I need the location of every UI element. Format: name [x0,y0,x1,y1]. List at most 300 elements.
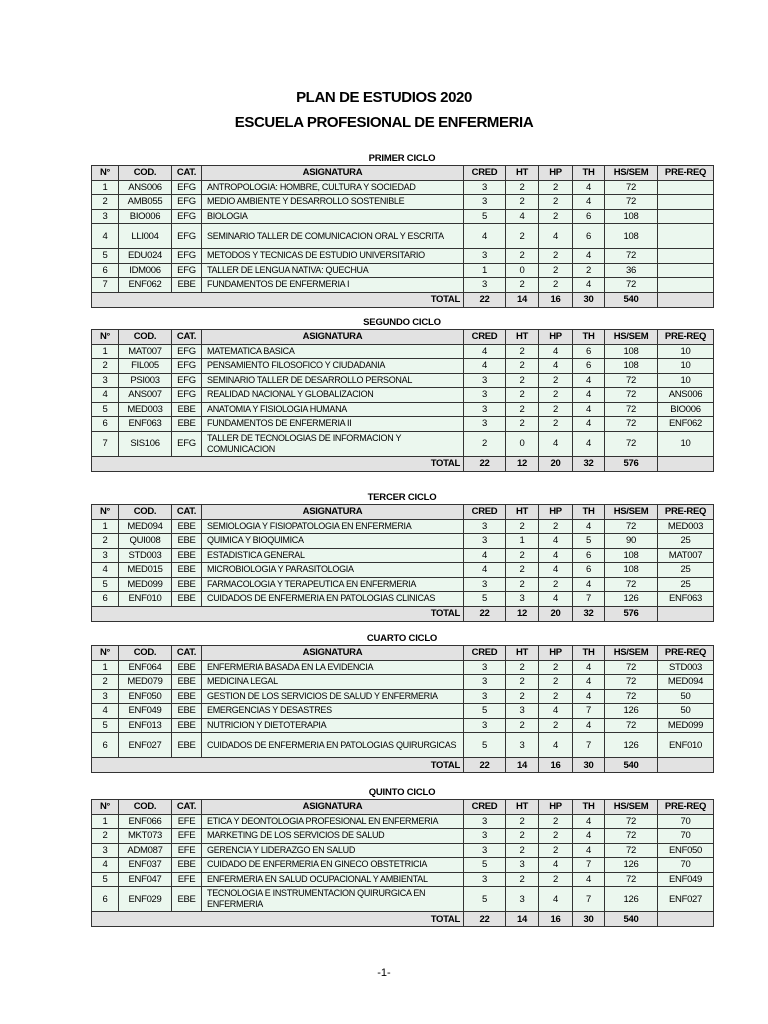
cell-ht: 1 [506,534,539,549]
column-header-hs-sem: HS/SEM [605,646,658,661]
cell-ht: 2 [506,519,539,534]
cell-credits: 4 [464,224,506,249]
cell-hp: 2 [539,278,573,293]
cell-code: ENF063 [119,417,172,432]
cell-hp: 4 [539,344,573,359]
cell-code: ENF027 [119,733,172,758]
cell-hp: 2 [539,814,573,829]
cell-prereq: 25 [658,534,714,549]
column-header-credits: CRED [464,505,506,520]
cell-th: 4 [573,718,605,733]
cell-credits: 3 [464,718,506,733]
table-header-row [92,330,714,345]
cell-prereq: MED003 [658,519,714,534]
cell-credits: 3 [464,577,506,592]
cell-prereq: 25 [658,577,714,592]
cell-subject: FUNDAMENTOS DE ENFERMERIA II [202,417,464,432]
table-row [92,733,714,758]
cell-hs-sem: 108 [605,359,658,374]
cell-subject: ETICA Y DEONTOLOGIA PROFESIONAL EN ENFERMERIA [202,814,464,829]
cell-hp: 2 [539,263,573,278]
cell-code: ENF010 [119,592,172,607]
cell-credits: 3 [464,843,506,858]
column-header-hp: HP [539,800,573,815]
cell-credits: 5 [464,592,506,607]
cell-credits: 2 [464,431,506,456]
cell-hp: 2 [539,388,573,403]
cell-hp: 4 [539,534,573,549]
cell-subject: GESTION DE LOS SERVICIOS DE SALUD Y ENFERMERIA [202,689,464,704]
cell-ht: 2 [506,548,539,563]
cell-credits: 3 [464,814,506,829]
column-header-num: N° [92,646,119,661]
cell-th: 7 [573,733,605,758]
cell-prereq: 70 [658,829,714,844]
table-row [92,887,714,912]
cell-num: 4 [92,704,119,719]
cell-hp: 4 [539,733,573,758]
cell-prereq: 10 [658,359,714,374]
cell-th: 5 [573,534,605,549]
cycle-section [91,786,713,927]
table-row [92,431,714,456]
cell-ht: 2 [506,224,539,249]
cell-th: 4 [573,577,605,592]
cell-code: SIS106 [119,431,172,456]
cell-hp: 2 [539,519,573,534]
table-row [92,195,714,210]
cell-num: 5 [92,872,119,887]
table-row [92,872,714,887]
total-credits: 22 [464,758,506,773]
cell-credits: 3 [464,402,506,417]
column-header-th: TH [573,800,605,815]
table-row [92,592,714,607]
cell-num: 6 [92,417,119,432]
cell-hs-sem: 72 [605,180,658,195]
cell-hs-sem: 72 [605,249,658,264]
column-header-prereq: PRE-REQ [658,800,714,815]
column-header-hs-sem: HS/SEM [605,800,658,815]
cell-hp: 2 [539,829,573,844]
cell-hs-sem: 72 [605,373,658,388]
cell-hs-sem: 72 [605,388,658,403]
column-header-prereq: PRE-REQ [658,646,714,661]
column-header-ht: HT [506,800,539,815]
column-header-ht: HT [506,166,539,181]
cell-code: QUI008 [119,534,172,549]
cell-subject: CUIDADOS DE ENFERMERIA EN PATOLOGIAS QUIRURGICAS [202,733,464,758]
cell-category: EBE [172,689,202,704]
cell-prereq: MAT007 [658,548,714,563]
cell-subject: TALLER DE LENGUA NATIVA: QUECHUA [202,263,464,278]
total-credits: 22 [464,292,506,307]
cell-category: EBE [172,402,202,417]
column-header-category: CAT. [172,505,202,520]
courses-table [91,645,714,773]
cell-hp: 2 [539,195,573,210]
cell-category: EBE [172,534,202,549]
column-header-prereq: PRE-REQ [658,166,714,181]
cell-code: ENF049 [119,704,172,719]
cell-num: 5 [92,577,119,592]
cell-hp: 2 [539,180,573,195]
total-row [92,606,714,621]
cell-hp: 2 [539,209,573,224]
cell-th: 6 [573,563,605,578]
cell-ht: 0 [506,263,539,278]
cell-ht: 2 [506,689,539,704]
cell-ht: 2 [506,195,539,210]
cell-num: 3 [92,843,119,858]
cell-code: MAT007 [119,344,172,359]
cell-category: EBE [172,858,202,873]
cell-hp: 2 [539,843,573,858]
cell-prereq: STD003 [658,660,714,675]
cell-subject: CUIDADOS DE ENFERMERIA EN PATOLOGIAS CLINICAS [202,592,464,607]
cell-num: 5 [92,249,119,264]
cell-credits: 4 [464,359,506,374]
total-row [92,456,714,471]
table-row [92,814,714,829]
table-row [92,388,714,403]
cell-num: 4 [92,858,119,873]
cell-num: 2 [92,534,119,549]
cell-hp: 2 [539,577,573,592]
cell-prereq: 25 [658,563,714,578]
table-row [92,689,714,704]
total-ht: 14 [506,758,539,773]
cell-code: ENF037 [119,858,172,873]
cell-th: 7 [573,704,605,719]
table-header-row [92,800,714,815]
column-header-th: TH [573,330,605,345]
table-row [92,263,714,278]
cell-hp: 2 [539,660,573,675]
cell-credits: 3 [464,675,506,690]
column-header-hs-sem: HS/SEM [605,166,658,181]
table-row [92,519,714,534]
cell-hs-sem: 126 [605,733,658,758]
cycle-section [91,316,713,472]
cell-credits: 4 [464,548,506,563]
cell-prereq: 50 [658,704,714,719]
cell-prereq: ENF050 [658,843,714,858]
total-row [92,292,714,307]
cell-num: 2 [92,829,119,844]
cell-category: EBE [172,718,202,733]
total-ht: 12 [506,606,539,621]
cell-credits: 3 [464,278,506,293]
total-th: 30 [573,912,605,927]
cell-subject: TECNOLOGIA E INSTRUMENTACION QUIRURGICA EN ENFERMERIA [202,887,464,912]
cell-ht: 3 [506,704,539,719]
cell-hs-sem: 126 [605,704,658,719]
cell-category: EBE [172,733,202,758]
cell-prereq: MED094 [658,675,714,690]
total-ht: 12 [506,456,539,471]
cell-prereq: 10 [658,373,714,388]
cell-category: EBE [172,675,202,690]
cell-code: MKT073 [119,829,172,844]
cell-prereq: 10 [658,344,714,359]
cell-num: 7 [92,431,119,456]
column-header-credits: CRED [464,166,506,181]
cell-code: EDU024 [119,249,172,264]
cell-subject: PENSAMIENTO FILOSOFICO Y CIUDADANIA [202,359,464,374]
total-row [92,912,714,927]
column-header-ht: HT [506,505,539,520]
column-header-credits: CRED [464,800,506,815]
table-header-row [92,166,714,181]
cell-category: EBE [172,660,202,675]
table-row [92,829,714,844]
table-row [92,563,714,578]
cell-code: LLI004 [119,224,172,249]
column-header-subject: ASIGNATURA [202,800,464,815]
column-header-category: CAT. [172,330,202,345]
column-header-hs-sem: HS/SEM [605,330,658,345]
cell-credits: 3 [464,872,506,887]
cell-hs-sem: 72 [605,829,658,844]
cell-prereq: MED099 [658,718,714,733]
cell-hp: 2 [539,402,573,417]
column-header-hp: HP [539,505,573,520]
cell-th: 4 [573,373,605,388]
total-th: 32 [573,606,605,621]
column-header-subject: ASIGNATURA [202,166,464,181]
column-header-num: N° [92,505,119,520]
cell-subject: GERENCIA Y LIDERAZGO EN SALUD [202,843,464,858]
cell-hp: 4 [539,548,573,563]
cell-subject: QUIMICA Y BIOQUIMICA [202,534,464,549]
cell-credits: 5 [464,733,506,758]
cell-subject: MEDIO AMBIENTE Y DESARROLLO SOSTENIBLE [202,195,464,210]
cell-hs-sem: 72 [605,660,658,675]
cell-subject: REALIDAD NACIONAL Y GLOBALIZACION [202,388,464,403]
cell-ht: 3 [506,858,539,873]
column-header-category: CAT. [172,646,202,661]
cell-prereq: BIO006 [658,402,714,417]
cell-num: 3 [92,209,119,224]
table-row [92,718,714,733]
cell-hp: 4 [539,887,573,912]
cell-hp: 4 [539,592,573,607]
cell-th: 7 [573,858,605,873]
table-row [92,278,714,293]
cell-category: EFG [172,431,202,456]
cell-category: EFG [172,373,202,388]
table-row [92,843,714,858]
cell-code: ENF013 [119,718,172,733]
cell-subject: SEMINARIO TALLER DE DESARROLLO PERSONAL [202,373,464,388]
cell-th: 2 [573,263,605,278]
cell-credits: 3 [464,249,506,264]
cell-code: ADM087 [119,843,172,858]
cell-hs-sem: 72 [605,431,658,456]
column-header-subject: ASIGNATURA [202,330,464,345]
cell-credits: 3 [464,180,506,195]
cell-ht: 2 [506,675,539,690]
total-hp: 16 [539,758,573,773]
cell-prereq: 10 [658,431,714,456]
cell-hp: 2 [539,718,573,733]
cell-ht: 2 [506,388,539,403]
cell-prereq [658,195,714,210]
cell-credits: 3 [464,519,506,534]
cell-credits: 3 [464,689,506,704]
total-credits: 22 [464,912,506,927]
cell-credits: 3 [464,829,506,844]
cell-code: ENF064 [119,660,172,675]
cell-hs-sem: 72 [605,872,658,887]
table-row [92,344,714,359]
cell-prereq [658,263,714,278]
cell-code: ENF047 [119,872,172,887]
cell-category: EBE [172,704,202,719]
column-header-num: N° [92,166,119,181]
total-ht: 14 [506,912,539,927]
cell-subject: MICROBIOLOGIA Y PARASITOLOGIA [202,563,464,578]
cell-code: ANS006 [119,180,172,195]
total-hp: 20 [539,606,573,621]
cell-hs-sem: 72 [605,195,658,210]
cell-category: EFG [172,388,202,403]
cell-hp: 2 [539,675,573,690]
cycle-title: SEGUNDO CICLO [363,317,441,328]
total-ht: 14 [506,292,539,307]
table-row [92,402,714,417]
cell-num: 6 [92,887,119,912]
cell-category: EBE [172,519,202,534]
cell-subject: TALLER DE TECNOLOGIAS DE INFORMACION Y COMUNICACION [202,431,464,456]
cycle-title: TERCER CICLO [367,492,437,503]
total-row [92,758,714,773]
column-header-credits: CRED [464,646,506,661]
cell-category: EFG [172,209,202,224]
cycle-section [91,491,713,622]
column-header-category: CAT. [172,166,202,181]
cell-code: ENF066 [119,814,172,829]
cell-num: 1 [92,519,119,534]
cell-num: 3 [92,689,119,704]
total-label: TOTAL [92,758,464,773]
cell-ht: 2 [506,180,539,195]
column-header-code: COD. [119,800,172,815]
cell-ht: 2 [506,417,539,432]
table-row [92,534,714,549]
total-credits: 22 [464,606,506,621]
cell-hs-sem: 36 [605,263,658,278]
total-prereq-empty [658,292,714,307]
cell-th: 4 [573,689,605,704]
courses-table [91,165,714,308]
cell-prereq: ENF027 [658,887,714,912]
total-prereq-empty [658,912,714,927]
cell-ht: 2 [506,843,539,858]
cell-subject: ENFERMERIA BASADA EN LA EVIDENCIA [202,660,464,675]
cell-th: 4 [573,402,605,417]
cell-prereq: ENF063 [658,592,714,607]
courses-table [91,799,714,927]
cell-subject: CUIDADO DE ENFERMERIA EN GINECO OBSTETRICIA [202,858,464,873]
cell-hp: 2 [539,249,573,264]
table-row [92,209,714,224]
cell-hs-sem: 72 [605,577,658,592]
total-label: TOTAL [92,912,464,927]
column-header-th: TH [573,166,605,181]
cell-category: EFE [172,872,202,887]
column-header-num: N° [92,800,119,815]
cell-hs-sem: 126 [605,858,658,873]
column-header-code: COD. [119,330,172,345]
cell-th: 4 [573,195,605,210]
total-credits: 22 [464,456,506,471]
cell-num: 2 [92,675,119,690]
cell-hs-sem: 108 [605,224,658,249]
cell-subject: FARMACOLOGIA Y TERAPEUTICA EN ENFERMERIA [202,577,464,592]
total-label: TOTAL [92,292,464,307]
column-header-code: COD. [119,505,172,520]
cell-code: AMB055 [119,195,172,210]
cell-hp: 4 [539,431,573,456]
cell-subject: ESTADISTICA GENERAL [202,548,464,563]
cell-subject: ANATOMIA Y FISIOLOGIA HUMANA [202,402,464,417]
total-label: TOTAL [92,606,464,621]
cell-hs-sem: 72 [605,675,658,690]
cell-code: MED015 [119,563,172,578]
cell-ht: 2 [506,577,539,592]
cell-category: EFG [172,224,202,249]
cell-subject: SEMIOLOGIA Y FISIOPATOLOGIA EN ENFERMERIA [202,519,464,534]
table-row [92,224,714,249]
cell-ht: 3 [506,592,539,607]
cell-hs-sem: 72 [605,417,658,432]
cell-code: STD003 [119,548,172,563]
document-subtitle: ESCUELA PROFESIONAL DE ENFERMERIA [234,114,534,131]
column-header-th: TH [573,505,605,520]
cell-prereq: 50 [658,689,714,704]
cell-hs-sem: 72 [605,278,658,293]
cell-ht: 0 [506,431,539,456]
cell-hp: 4 [539,359,573,374]
courses-table [91,329,714,472]
cell-hp: 4 [539,858,573,873]
cell-ht: 2 [506,660,539,675]
cell-th: 6 [573,548,605,563]
cell-hs-sem: 90 [605,534,658,549]
cell-hs-sem: 72 [605,689,658,704]
cell-category: EFG [172,344,202,359]
cell-category: EFG [172,180,202,195]
cell-hs-sem: 108 [605,548,658,563]
cell-subject: SEMINARIO TALLER DE COMUNICACION ORAL Y ESCRITA [202,224,464,249]
column-header-ht: HT [506,646,539,661]
cell-th: 4 [573,278,605,293]
cell-subject: FUNDAMENTOS DE ENFERMERIA I [202,278,464,293]
cell-hs-sem: 72 [605,843,658,858]
document-title: PLAN DE ESTUDIOS 2020 [296,89,472,106]
cell-ht: 2 [506,814,539,829]
cell-code: FIL005 [119,359,172,374]
cell-credits: 4 [464,344,506,359]
column-header-hs-sem: HS/SEM [605,505,658,520]
cell-num: 6 [92,733,119,758]
cell-subject: ANTROPOLOGIA: HOMBRE, CULTURA Y SOCIEDAD [202,180,464,195]
cell-code: BIO006 [119,209,172,224]
total-prereq-empty [658,606,714,621]
cell-hs-sem: 126 [605,592,658,607]
